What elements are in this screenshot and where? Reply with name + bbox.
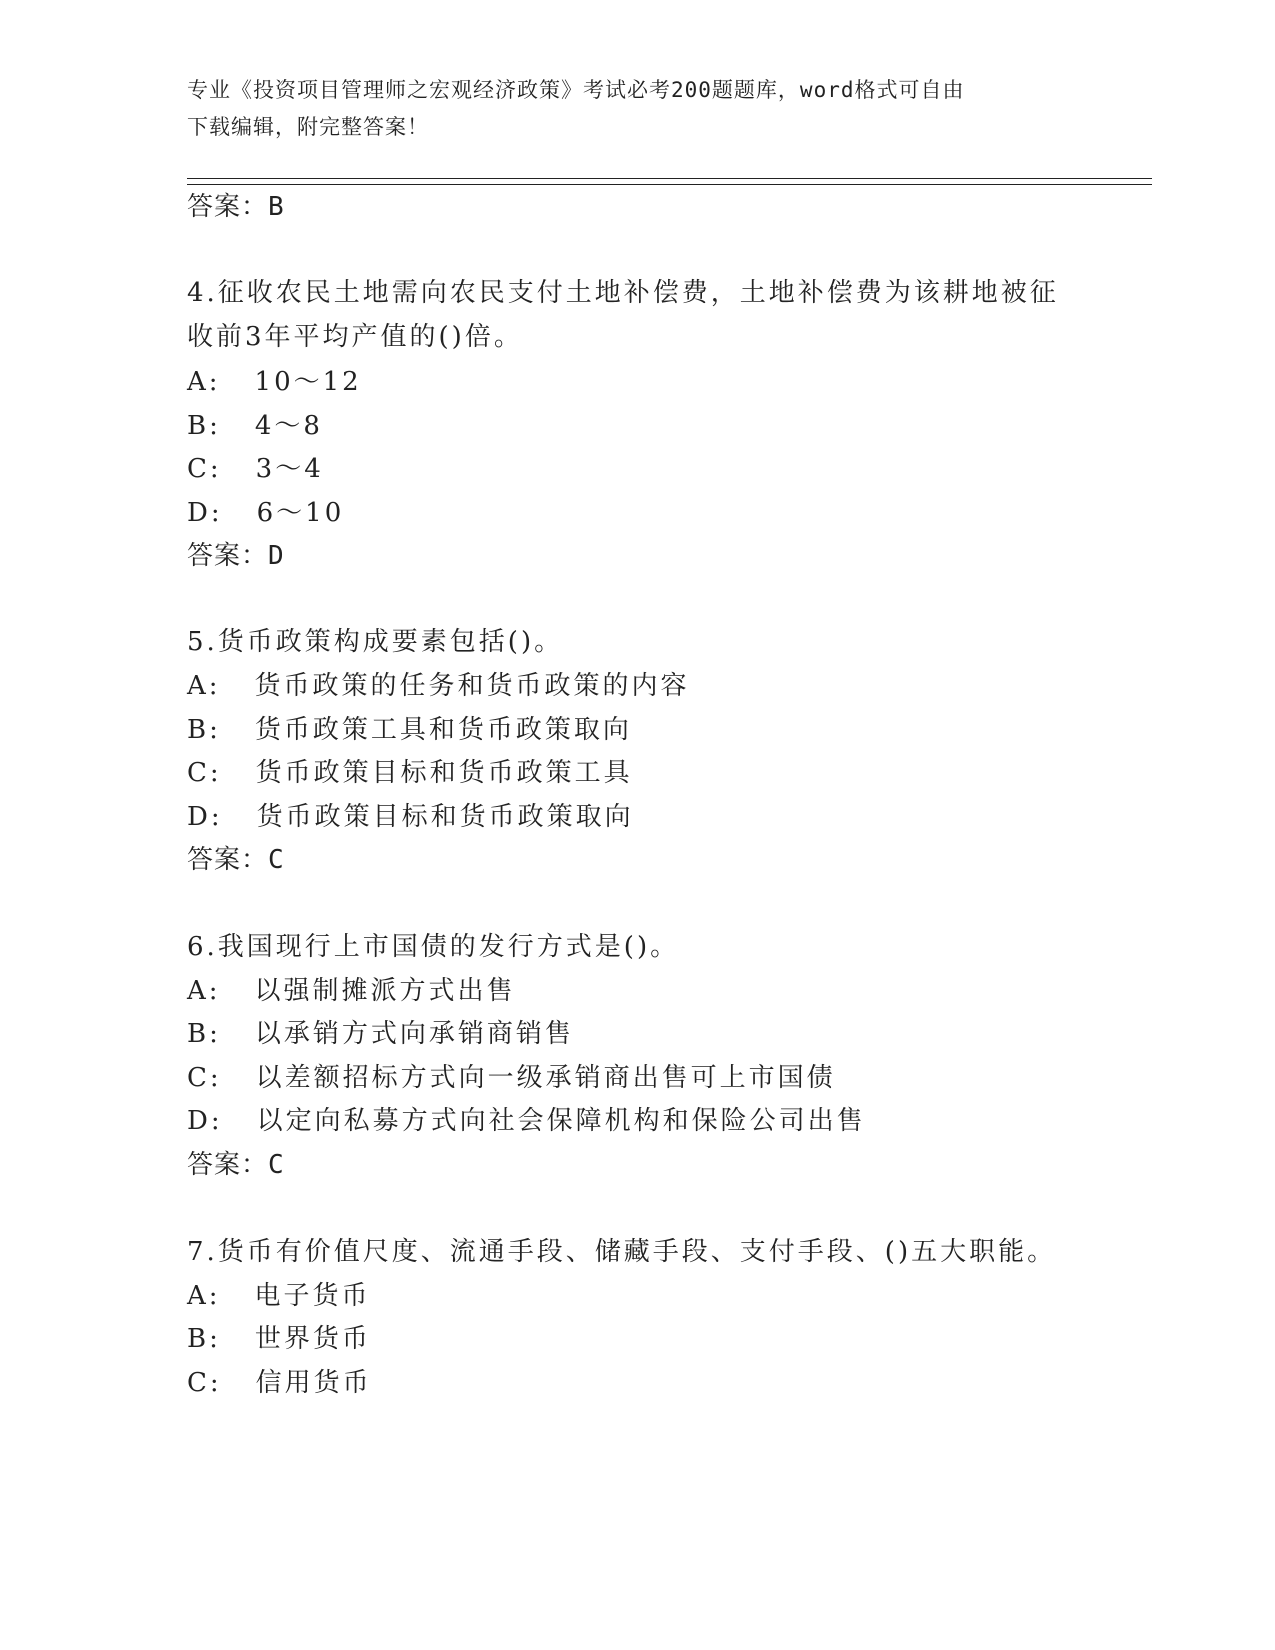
option-text: 货币政策目标和货币政策取向 xyxy=(256,802,634,832)
option-text: 6～10 xyxy=(256,498,345,528)
option-letter: B: xyxy=(187,1324,221,1354)
option-text: 4～8 xyxy=(254,411,323,441)
option-letter: A: xyxy=(187,367,221,397)
option-letter: C: xyxy=(187,1368,222,1398)
option-text: 以强制摊派方式出售 xyxy=(254,976,516,1006)
question-6-answer: 答案：C xyxy=(187,1150,285,1180)
option-letter: B: xyxy=(187,411,221,441)
header-rule-top xyxy=(187,178,1152,179)
option-text: 信用货币 xyxy=(255,1368,372,1398)
option-text: 货币政策的任务和货币政策的内容 xyxy=(254,671,690,701)
question-6-option-a xyxy=(187,970,516,1007)
option-text: 以承销方式向承销商销售 xyxy=(254,1019,574,1049)
question-4-option-c xyxy=(187,448,324,485)
option-letter: C: xyxy=(187,758,222,788)
question-6-option-c xyxy=(187,1057,836,1094)
question-7-option-a xyxy=(187,1275,371,1312)
option-letter: D: xyxy=(187,1106,223,1136)
question-5-option-d xyxy=(187,796,634,833)
question-6-stem-line-1: 6.我国现行上市国债的发行方式是()。 xyxy=(187,932,680,962)
option-text: 货币政策工具和货币政策取向 xyxy=(254,715,632,745)
header-line-2: 下载编辑，附完整答案！ xyxy=(187,115,429,139)
question-5-stem-line-1: 5.货币政策构成要素包括()。 xyxy=(187,627,564,657)
option-text: 3～4 xyxy=(255,454,324,484)
option-letter: A: xyxy=(187,976,221,1006)
option-letter: A: xyxy=(187,671,221,701)
header-line-1: 专业《投资项目管理师之宏观经济政策》考试必考200题题库，word格式可自由 xyxy=(187,78,965,102)
question-4-option-d xyxy=(187,492,344,529)
header-rule-bottom xyxy=(187,184,1152,185)
option-text: 世界货币 xyxy=(254,1324,371,1354)
question-7-option-c xyxy=(187,1362,372,1399)
option-letter: D: xyxy=(187,498,223,528)
option-letter: B: xyxy=(187,1019,221,1049)
question-6-option-d xyxy=(187,1100,866,1137)
document-header xyxy=(187,72,1087,146)
question-4-stem-line-2: 收前3年平均产值的()倍。 xyxy=(187,322,523,352)
option-letter: C: xyxy=(187,1063,222,1093)
question-5-option-b xyxy=(187,709,632,746)
question-4-answer: 答案：D xyxy=(187,541,285,571)
question-4-option-a xyxy=(187,361,362,398)
option-text: 10～12 xyxy=(254,367,362,397)
previous-answer: 答案：B xyxy=(187,192,285,222)
question-5-option-a xyxy=(187,665,690,702)
question-7-stem-line-1: 7.货币有价值尺度、流通手段、储藏手段、支付手段、()五大职能。 xyxy=(187,1237,1057,1267)
option-letter: C: xyxy=(187,454,222,484)
option-letter: D: xyxy=(187,802,223,832)
option-text: 货币政策目标和货币政策工具 xyxy=(255,758,633,788)
question-7-option-b xyxy=(187,1318,371,1355)
question-6-option-b xyxy=(187,1013,574,1050)
question-4-option-b xyxy=(187,405,323,442)
question-5-option-c xyxy=(187,752,633,789)
option-letter: B: xyxy=(187,715,221,745)
option-text: 以差额招标方式向一级承销商出售可上市国债 xyxy=(255,1063,836,1093)
option-letter: A: xyxy=(187,1281,221,1311)
option-text: 电子货币 xyxy=(254,1281,371,1311)
option-text: 以定向私募方式向社会保障机构和保险公司出售 xyxy=(256,1106,866,1136)
question-5-answer: 答案：C xyxy=(187,845,285,875)
question-4-stem-line-1: 4.征收农民土地需向农民支付土地补偿费，土地补偿费为该耕地被征 xyxy=(187,278,1059,308)
